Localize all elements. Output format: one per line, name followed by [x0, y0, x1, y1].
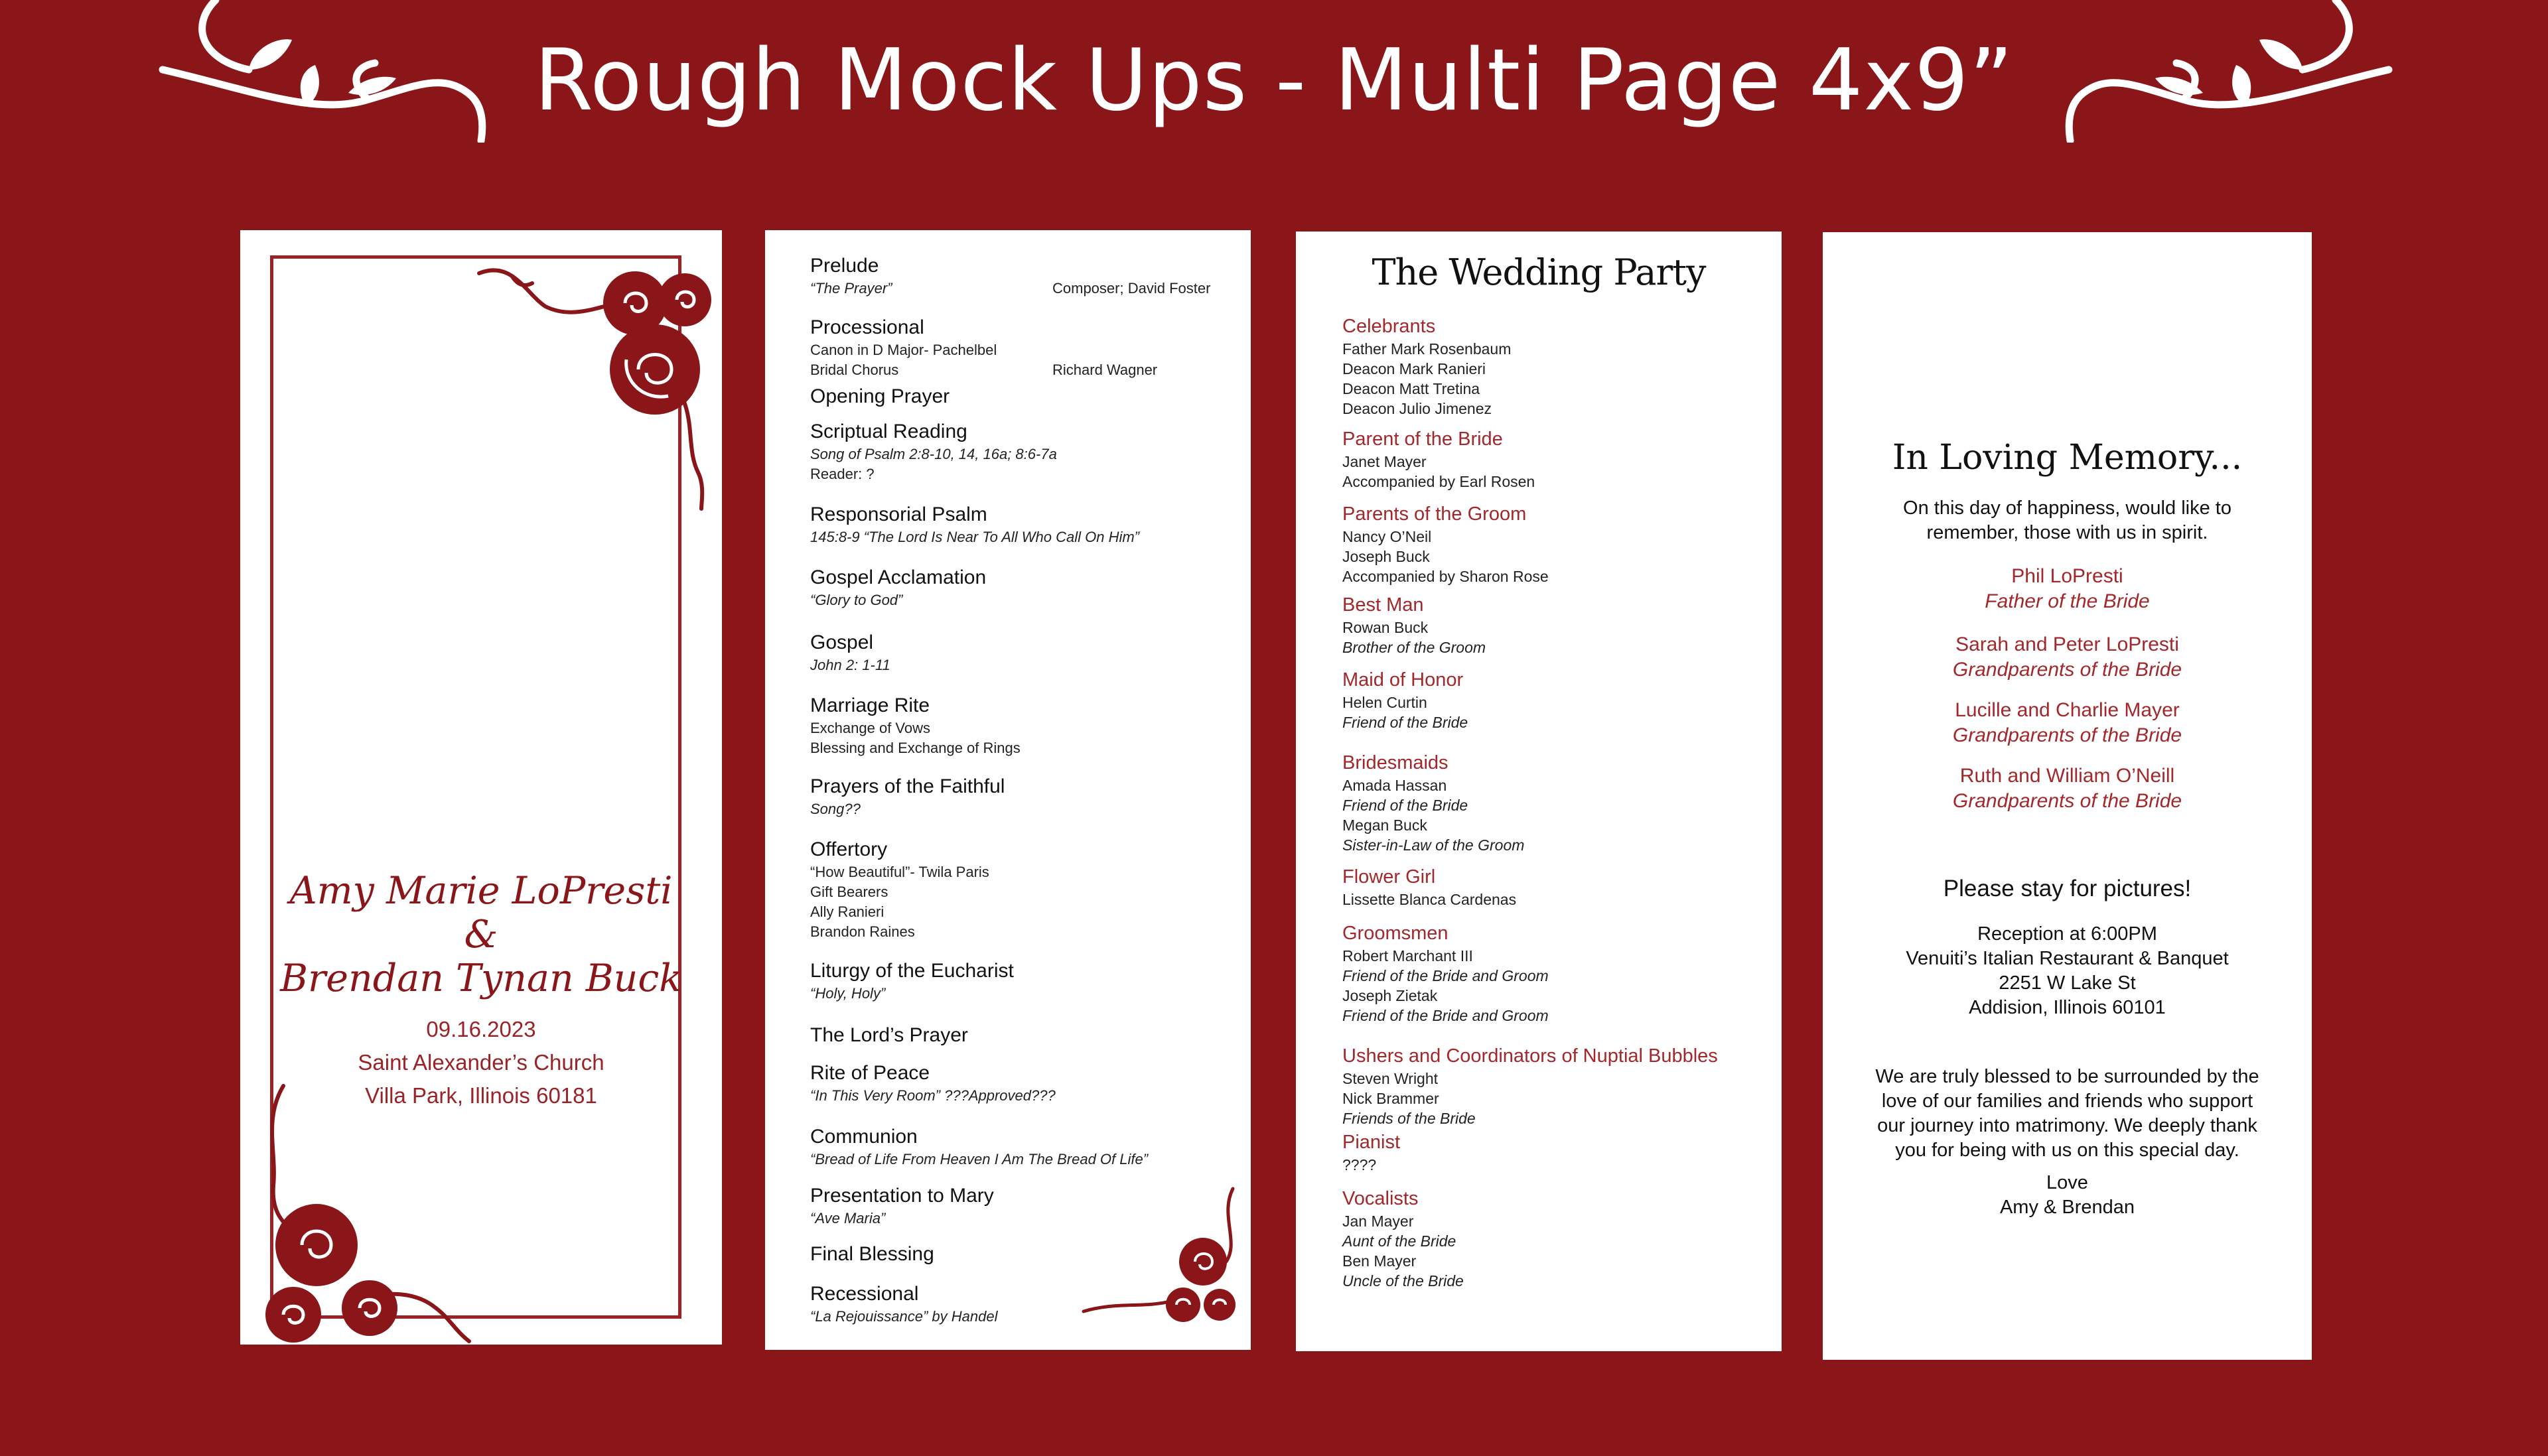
party-member-line: Deacon Mark Ranieri [1342, 360, 1486, 377]
program-line [810, 527, 1235, 547]
wedding-party-title: The Wedding Party [1372, 251, 1706, 293]
program-line-text: Song of Psalm 2:8-10, 14, 16a; 8:6-7a [810, 446, 1057, 462]
memory-person-name: Lucille and Charlie Mayer [1955, 699, 2180, 721]
program-heading: Offertory [810, 838, 888, 860]
rose-corner-top-right-icon [472, 247, 718, 512]
wedding-date: 09.16.2023 [426, 1017, 536, 1041]
party-member-line: Uncle of the Bride [1342, 1272, 1464, 1290]
bride-name: Amy Marie LoPresti [289, 869, 673, 913]
party-member-line: Aunt of the Bride [1342, 1232, 1456, 1250]
party-role-heading: Maid of Honor [1342, 669, 1464, 691]
party-role-heading: Vocalists [1342, 1188, 1419, 1209]
program-heading: Liturgy of the Eucharist [810, 960, 1014, 982]
party-role-heading: Ushers and Coordinators of Nuptial Bubbles [1342, 1045, 1718, 1067]
party-role-heading: Groomsmen [1342, 923, 1449, 944]
rose-corner-bottom-right-icon [1077, 1182, 1243, 1328]
memory-person-name: Ruth and William O’Neill [1959, 765, 2175, 787]
program-line-text: Exchange of Vows [810, 720, 931, 736]
program-section [810, 502, 1235, 547]
party-member-line: ???? [1342, 1156, 1377, 1173]
party-group [1342, 751, 1774, 855]
thanks-line: you for being with us on this special day. [1895, 1140, 2239, 1161]
party-group [1342, 921, 1774, 1026]
memory-person-name: Sarah and Peter LoPresti [1955, 633, 2179, 655]
program-line-right: Composer; David Foster [1052, 280, 1211, 297]
program-section [810, 384, 1235, 409]
memory-person [1823, 564, 2312, 614]
program-line [810, 340, 1235, 360]
party-member-line: Megan Buck [1342, 817, 1427, 834]
program-section [810, 565, 1235, 610]
party-member-line: Helen Curtin [1342, 694, 1427, 711]
party-member-line: Friends of the Bride [1342, 1110, 1476, 1127]
party-group [1342, 502, 1774, 586]
cover-panel [240, 230, 722, 1345]
pictures-note: Please stay for pictures! [1943, 876, 2192, 901]
program-line [810, 718, 1235, 738]
program-section [810, 837, 1235, 942]
party-group [1342, 1130, 1774, 1175]
reception-time: Reception at 6:00PM [1977, 923, 2157, 945]
memory-person [1823, 632, 2312, 683]
program-line [810, 444, 1235, 464]
memory-person-relation: Grandparents of the Bride [1952, 790, 2182, 812]
thanks-message [1823, 1065, 2312, 1163]
thanks-line: We are truly blessed to be surrounded by the [1875, 1066, 2259, 1087]
program-heading: Final Blessing [810, 1243, 934, 1265]
program-line [810, 1150, 1235, 1169]
program-line-text: “Bread of Life From Heaven I Am The Bread Of Life” [810, 1151, 1149, 1167]
party-member-line: Ben Mayer [1342, 1252, 1417, 1270]
thanks-line: love of our families and friends who support [1881, 1091, 2253, 1112]
party-member-line: Lissette Blanca Cardenas [1342, 891, 1517, 908]
party-member-line: Amada Hassan [1342, 777, 1447, 794]
program-line-text: 145:8-9 “The Lord Is Near To All Who Call On Him” [810, 529, 1139, 545]
program-line [810, 655, 1235, 675]
program-heading: Marriage Rite [810, 695, 930, 716]
party-role-heading: Flower Girl [1342, 866, 1436, 888]
program-line [810, 279, 1235, 298]
program-line-text: “How Beautiful”- Twila Paris [810, 864, 989, 880]
right-vine-ornament [2057, 0, 2402, 143]
program-heading: Prelude [810, 255, 879, 277]
program-line [810, 882, 1235, 902]
program-line-text: Song?? [810, 801, 861, 817]
program-line-text: Bridal Chorus [810, 362, 899, 378]
program-section [810, 315, 1235, 380]
thanks-line: our journey into matrimony. We deeply thank [1877, 1115, 2257, 1136]
program-section [810, 959, 1235, 1004]
memory-intro-line: remember, those with us in spirit. [1926, 522, 2208, 543]
party-group [1342, 593, 1774, 657]
party-member-line: Friend of the Bride and Groom [1342, 1007, 1549, 1024]
memory-intro-line: On this day of happiness, would like to [1903, 497, 2231, 519]
groom-name: Brendan Tynan Buck [280, 957, 682, 1000]
party-member-line: Janet Mayer [1342, 453, 1427, 470]
program-heading: Gospel Acclamation [810, 566, 987, 588]
party-member-line: Father Mark Rosenbaum [1342, 340, 1512, 358]
program-line-text: “Holy, Holy” [810, 985, 886, 1002]
program-line-text: Gift Bearers [810, 884, 888, 900]
program-heading: Opening Prayer [810, 385, 950, 407]
party-member-line: Nick Brammer [1342, 1090, 1439, 1107]
closing-signature: Amy & Brendan [1999, 1197, 2135, 1218]
memory-panel [1823, 232, 2312, 1360]
program-section [810, 774, 1235, 819]
program-heading: Responsorial Psalm [810, 503, 987, 525]
program-line-text: Canon in D Major- Pachelbel [810, 342, 997, 358]
memory-person-relation: Grandparents of the Bride [1952, 659, 2182, 681]
party-member-line: Sister-in-Law of the Groom [1342, 836, 1525, 854]
party-member-line: Friend of the Bride [1342, 797, 1468, 814]
closing [1823, 1171, 2312, 1220]
party-member-line: Robert Marchant III [1342, 947, 1473, 964]
party-member-line: Nancy O’Neil [1342, 528, 1432, 545]
program-line [810, 984, 1235, 1004]
party-role-heading: Parent of the Bride [1342, 429, 1503, 450]
ampersand: & [464, 913, 498, 957]
wedding-party-panel [1296, 232, 1782, 1351]
memory-title: In Loving Memory... [1892, 438, 2243, 478]
program-line-text: Reader: ? [810, 466, 875, 482]
program-heading: Scriptual Reading [810, 421, 967, 442]
party-group [1342, 668, 1774, 732]
couple-names [240, 864, 722, 1006]
reception-info [1823, 922, 2312, 1020]
program-line [810, 862, 1235, 882]
program-line-text: “In This Very Room” ???Approved??? [810, 1087, 1056, 1104]
rose-corner-bottom-left-icon [257, 1079, 502, 1345]
program-line-text: “The Prayer” [810, 280, 892, 297]
program-line [810, 1086, 1235, 1106]
party-member-line: Deacon Julio Jimenez [1342, 400, 1492, 417]
party-group [1342, 1044, 1774, 1128]
program-heading: Presentation to Mary [810, 1185, 994, 1207]
program-line-text: John 2: 1-11 [810, 657, 890, 673]
cover-details [240, 1013, 722, 1112]
reception-venue: Venuiti’s Italian Restaurant & Banquet [1906, 948, 2229, 969]
party-role-heading: Pianist [1342, 1132, 1401, 1153]
program-line [810, 360, 1235, 380]
party-group [1342, 314, 1774, 419]
program-line [810, 922, 1235, 942]
church-name: Saint Alexander’s Church [358, 1050, 604, 1075]
party-member-line: Brother of the Groom [1342, 639, 1486, 656]
party-member-line: Joseph Zietak [1342, 987, 1438, 1004]
party-member-line: Deacon Matt Tretina [1342, 380, 1480, 397]
program-line-text: “Ave Maria” [810, 1210, 886, 1226]
reception-street: 2251 W Lake St [1999, 972, 2136, 994]
program-line-text: Ally Ranieri [810, 903, 885, 920]
program-line-text: “Glory to God” [810, 592, 903, 608]
memory-person-relation: Grandparents of the Bride [1952, 724, 2182, 746]
party-group [1342, 1187, 1774, 1291]
memory-person [1823, 763, 2312, 814]
program-line-text: “La Rejouissance” by Handel [810, 1308, 998, 1325]
party-role-heading: Best Man [1342, 594, 1424, 616]
program-heading: Rite of Peace [810, 1062, 930, 1084]
memory-intro [1823, 496, 2312, 545]
program-section [810, 630, 1235, 675]
party-member-line: Jan Mayer [1342, 1213, 1414, 1230]
program-line-text: Brandon Raines [810, 923, 915, 940]
program-section [810, 1023, 1235, 1048]
program-heading: Recessional [810, 1283, 919, 1305]
party-member-line: Joseph Buck [1342, 548, 1430, 565]
page-title: Rough Mock Ups - Multi Page 4x9” [534, 31, 2014, 130]
program-line [810, 902, 1235, 922]
party-member-line: Rowan Buck [1342, 619, 1429, 636]
program-line [810, 590, 1235, 610]
party-member-line: Accompanied by Earl Rosen [1342, 473, 1535, 490]
memory-person [1823, 698, 2312, 748]
program-heading: Processional [810, 316, 924, 338]
party-group [1342, 865, 1774, 909]
program-line [810, 799, 1235, 819]
party-group [1342, 427, 1774, 492]
party-role-heading: Bridesmaids [1342, 752, 1449, 773]
program-line [810, 738, 1235, 758]
reception-city: Addision, Illinois 60101 [1969, 997, 2166, 1018]
left-vine-ornament [149, 0, 494, 143]
program-line [810, 464, 1235, 484]
program-heading: The Lord’s Prayer [810, 1024, 968, 1046]
party-member-line: Friend of the Bride and Groom [1342, 967, 1549, 984]
memory-person-relation: Father of the Bride [1985, 590, 2150, 612]
program-panel [765, 230, 1251, 1350]
closing-love: Love [2046, 1172, 2088, 1193]
party-role-heading: Celebrants [1342, 316, 1436, 337]
party-member-line: Accompanied by Sharon Rose [1342, 568, 1549, 585]
program-section [810, 419, 1235, 484]
program-section [810, 1124, 1235, 1169]
memory-person-name: Phil LoPresti [2011, 565, 2123, 587]
party-role-heading: Parents of the Groom [1342, 503, 1527, 525]
program-line-right: Richard Wagner [1052, 362, 1158, 378]
program-section [810, 253, 1235, 298]
program-section [810, 693, 1235, 758]
program-heading: Communion [810, 1126, 918, 1148]
program-heading: Prayers of the Faithful [810, 775, 1005, 797]
program-line-text: Blessing and Exchange of Rings [810, 740, 1021, 756]
program-heading: Gospel [810, 631, 874, 653]
party-member-line: Steven Wright [1342, 1070, 1439, 1087]
church-city: Villa Park, Illinois 60181 [365, 1083, 597, 1108]
program-section [810, 1061, 1235, 1106]
party-member-line: Friend of the Bride [1342, 714, 1468, 731]
